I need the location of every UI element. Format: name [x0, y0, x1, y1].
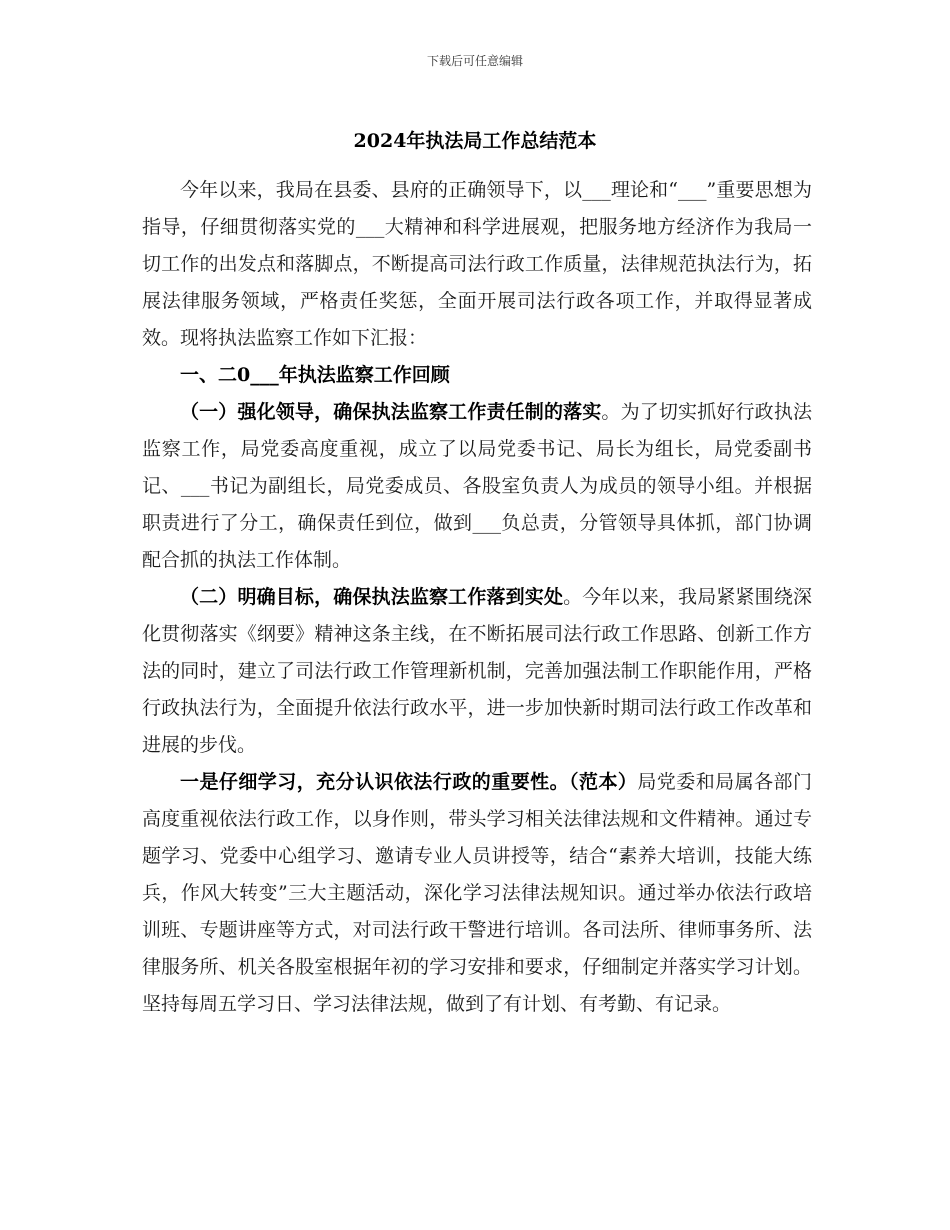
- document-title: 2024年执法局工作总结范本: [353, 130, 597, 152]
- section-heading: 一、二0___年执法监察工作回顾: [180, 364, 450, 386]
- intro-paragraph: 今年以来，我局在县委、县府的正确领导下，以___理论和“___”重要思想为指导，仔细贯彻落实党的___大精神和科学进展观，把服务地方经济作为我局一切工作的出发点和落脚点，不断提高司法行政工作质量，法律规范执法行为，拓展法律服务领域，严格责任奖惩，全面开展司法行政各项工作，并取得显著成效。现将执法监察工作如下汇报：: [142, 179, 812, 349]
- paragraph-2-text: 。今年以来，我局紧紧围绕深化贯彻落实《纲要》精神这条主线，在不断拓展司法行政工作思路、创新工作方法的同时，建立了司法行政工作管理新机制，完善加强法制工作职能作用，严格行政执法行为，全面提升依法行政水平，进一步加快新时期司法行政工作改革和进展的步伐。: [142, 586, 812, 756]
- paragraph-3-lead: 一是仔细学习，充分认识依法行政的重要性。（范本）: [180, 771, 638, 793]
- paragraph-3-text: 局党委和局属各部门高度重视依法行政工作，以身作则，带头学习相关法律法规和文件精神。通过专题学习、党委中心组学习、邀请专业人员讲授等，结合“素养大培训，技能大练兵，作风大转变”三大主题活动，深化学习法律法规知识。通过举办依法行政培训班、专题讲座等方式，对司法行政干警进行培训。各司法所、律师事务所、法律服务所、机关各股室根据年初的学习安排和要求，仔细制定并落实学习计划。坚持每周五学习日、学习法律法规，做到了有计划、有考勤、有记录。: [142, 771, 812, 1015]
- paragraph-3: [142, 764, 812, 1023]
- document-body: [142, 172, 812, 1023]
- page-header-note: 下载后可任意编辑: [426, 54, 523, 68]
- paragraph-2-lead: （二）明确目标，确保执法监察工作落到实处: [180, 586, 564, 608]
- paragraph-1-lead: （一）强化领导，确保执法监察工作责任制的落实: [180, 401, 602, 423]
- paragraph-1: [142, 394, 812, 579]
- paragraph-1-text: 。为了切实抓好行政执法监察工作，局党委高度重视，成立了以局党委书记、局长为组长，局党委副书记、___书记为副组长，局党委成员、各股室负责人为成员的领导小组。并根据职责进行了分工，确保责任到位，做到___负总责，分管领导具体抓，部门协调配合抓的执法工作体制。: [142, 401, 812, 571]
- paragraph-2: [142, 579, 812, 764]
